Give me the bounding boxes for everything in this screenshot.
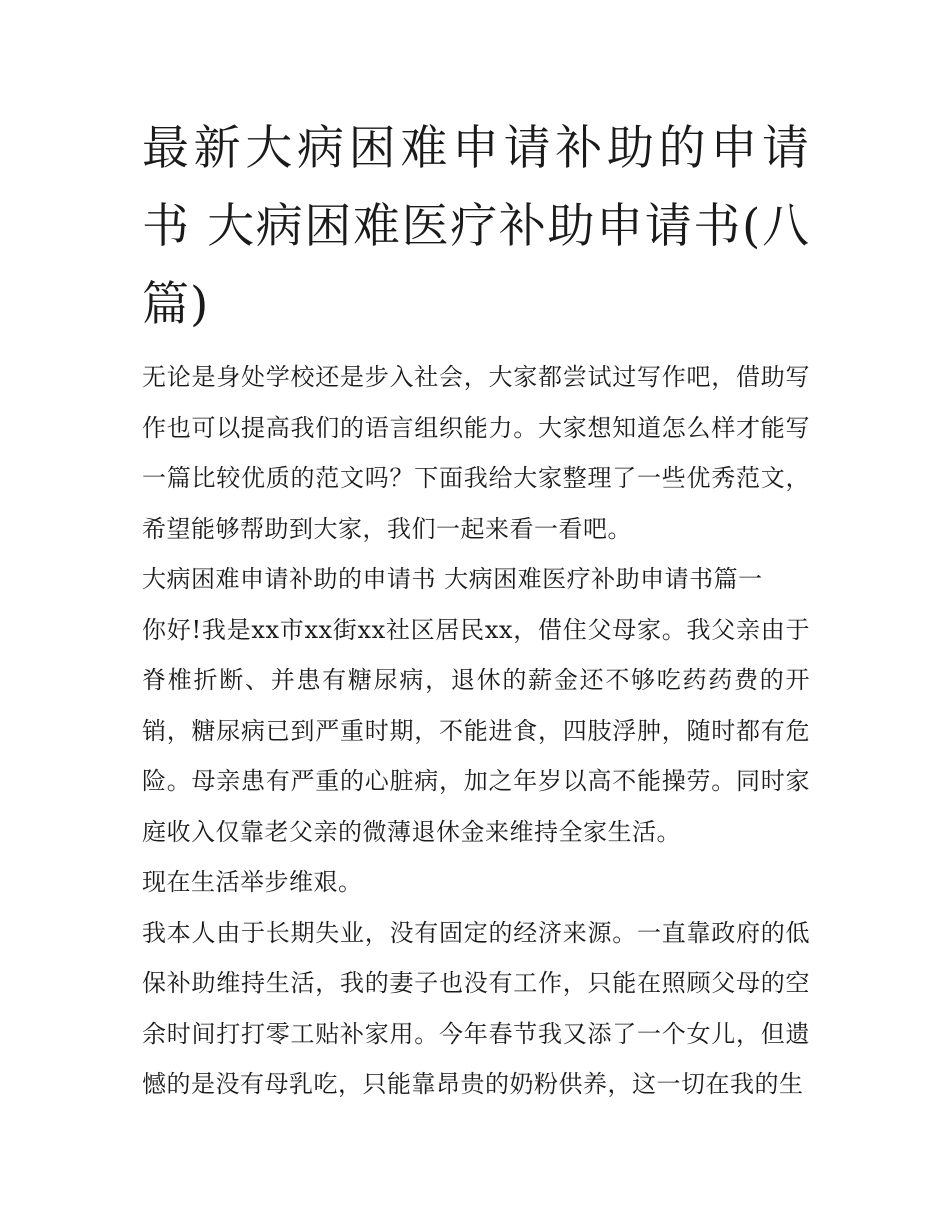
intro-paragraph: 无论是身处学校还是步入社会，大家都尝试过写作吧，借助写作也可以提高我们的语言组织能力。大家想知道怎么样才能写一篇比较优质的范文吗？下面我给大家整理了一些优秀范文，希望能够帮助到大家，我们一起来看一看吧。	[142, 363, 810, 543]
body-paragraph: 你好!我是xx市xx街xx社区居民xx，借住父母家。我父亲由于脊椎折断、并患有糖尿病，退休的薪金还不够吃药药费的开销，糖尿病已到严重时期，不能进食，四肢浮肿，随时都有危险。母亲患有严重的心脏病，加之年岁以高不能操劳。同时家庭收入仅靠老父亲的微薄退休金来维持全家生活。	[142, 615, 810, 846]
section-heading: 大病困难申请补助的申请书 大病困难医疗补助申请书篇一	[142, 565, 763, 593]
document-title: 最新大病困难申请补助的申请书 大病困难医疗补助申请书(八篇)	[142, 121, 810, 332]
body-paragraph: 我本人由于长期失业，没有固定的经济来源。一直靠政府的低保补助维持生活，我的妻子也没有工作，只能在照顾父母的空余时间打打零工贴补家用。今年春节我又添了一个女儿，但遗憾的是没有母乳吃，只能靠昂贵的奶粉供养，这一切在我的生	[142, 918, 810, 1098]
body-paragraph: 现在生活举步维艰。	[142, 868, 363, 896]
document-page	[142, 110, 810, 1110]
